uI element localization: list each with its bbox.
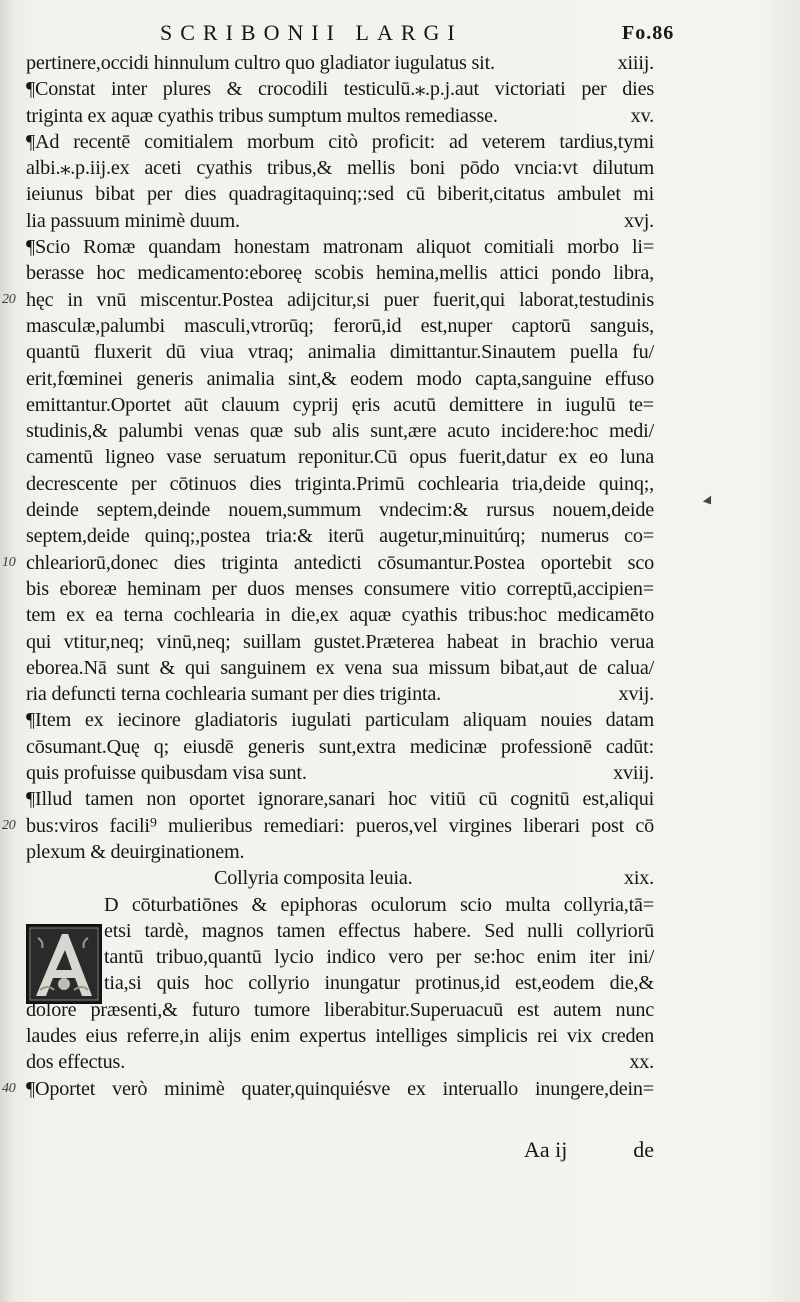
line-text: quis profuisse quibusdam visa sunt. (26, 762, 307, 785)
recipe-number: xix. (623, 867, 654, 890)
text-line (26, 208, 654, 234)
line-text: tantū tribuo,quantū lycio indico vero per se:hoc enim iter ini/ (104, 946, 654, 969)
line-text: masculæ,palumbi masculi,vtrorūq; ferorū,id est,nuper captorū sanguis, (26, 314, 654, 337)
line-text: plexum & deuirginationem. (26, 840, 245, 863)
text-line (26, 392, 654, 418)
line-text: cōsumant.Quę q; eiusdē generis sunt,extra medicinæ professionē cadūt: (26, 735, 654, 758)
line-text: ¶Illud tamen non oportet ignorare,sanari hoc vitiū cū cognitū est,aliqui (26, 788, 654, 811)
text-line (26, 1023, 654, 1049)
line-text: bis eboreæ heminam per duos menses consumere vitio correptū,accipien= (26, 577, 654, 600)
text-line (26, 155, 654, 181)
signature-mark: Aa ij (524, 1137, 568, 1162)
margin-mark-icon (703, 496, 715, 507)
line-text: laudes eius referre,in alijs enim expertus intelliges simplicis rei vix creden (26, 1024, 654, 1047)
line-text: Collyria composita leuia. (214, 867, 413, 890)
recipe-number: xvj. (623, 209, 654, 232)
text-line (2, 1076, 654, 1102)
recipe-number: xviij. (613, 762, 654, 785)
text-line (26, 523, 654, 549)
recipe-number: xiiij. (617, 52, 654, 74)
line-text: camentū ligneo vase seruatum reponitur.Cū opus fuerit,datur ex eo luna (26, 446, 654, 469)
line-text: emittantur.Oportet aūt clauum cyprij ęris acutū demittere in iugulū te= (26, 393, 654, 416)
text-line (26, 444, 654, 470)
margin-line-number: 10 (2, 554, 16, 570)
text-line (26, 181, 654, 207)
line-text: ¶Scio Romæ quandam honestam matronam aliquot comitiali morbo li= (26, 236, 654, 259)
text-line (26, 602, 654, 628)
section-heading (26, 865, 654, 891)
line-text: ¶Constat inter plures & crocodili testiculū.⁎.p.j.aut victoriati per dies (26, 78, 654, 101)
text-line (26, 786, 654, 812)
line-text: ria defuncti terna cochlearia sumant per dies triginta. (26, 683, 441, 706)
text-line (2, 550, 654, 576)
text-line (26, 892, 654, 918)
line-text: erit,fœminei generis animalia sint,& eodem modo capta,sanguine effuso (26, 367, 654, 390)
text-line (26, 366, 654, 392)
text-line (26, 497, 654, 523)
line-text: hęc in vnū miscentur.Postea adijcitur,si puer fuerit,qui laborat,testudinis (26, 288, 654, 311)
line-text: ieiunus bibat per dies quadragitaquinq;:sed cū biberit,citatus ambulet mi (26, 183, 654, 206)
running-head: SCRIBONII LARGI (160, 20, 463, 45)
text-line (26, 418, 654, 444)
line-text: pertinere,occidi hinnulum cultro quo gladiator iugulatus sit. (26, 52, 495, 74)
line-text: bus:viros facili⁹ mulieribus remediari: pueros,vel virgines liberari post cō (26, 814, 654, 837)
line-text: septem,deide quinq;,postea tria:& iterū augetur,minuitúrq; numerus co= (26, 525, 654, 548)
line-text: tia,si quis hoc collyrio inungatur protinus,id est,eodem die,& (104, 972, 654, 995)
catchword: de (633, 1137, 654, 1162)
text-line (26, 234, 654, 260)
line-text: eborea.Nā sunt & qui sanguinem ex vena sua missum bibat,aut de calua/ (26, 656, 654, 679)
text-line (2, 813, 654, 839)
line-text: etsi tardè, magnos tamen effectus habere. Sed nulli collyriorū (104, 919, 654, 942)
line-text: chleariorū,donec dies triginta antedicti cōsumantur.Postea oportebit sco (26, 551, 654, 574)
catchword-line (524, 1137, 654, 1163)
line-text: ¶Item ex iecinore gladiatoris iugulati particulam aliquam nouies datam (26, 709, 654, 732)
text-line (26, 76, 654, 102)
text-line (26, 760, 654, 786)
text-line (26, 260, 654, 286)
text-line (26, 655, 654, 681)
line-text: ¶Ad recentē comitialem morbum citò proficit: ad veterem tardius,tymi (26, 130, 654, 153)
line-text: albi.⁎.p.iij.ex aceti cyathis tribus,& mellis boni pōdo vncia:vt dilutum (26, 157, 654, 180)
text-line (26, 944, 654, 970)
margin-line-number: 20 (2, 817, 16, 833)
margin-line-number: 20 (2, 291, 16, 307)
line-text: dos effectus. (26, 1051, 126, 1074)
line-text: ¶Oportet verò minimè quater,quinquiésve ex interuallo inungere,dein= (26, 1077, 654, 1100)
line-text: quantū fluxerit dū viua vtraq; animalia dimittantur.Sinautem puella fu/ (26, 341, 654, 364)
text-line (26, 970, 654, 996)
recipe-number: xv. (630, 104, 654, 127)
text-line (26, 103, 654, 129)
line-text: berasse hoc medicamento:eboreę scobis hemina,mellis attici pondo libra, (26, 262, 654, 285)
line-text: triginta ex aquæ cyathis tribus sumptum multos remediasse. (26, 104, 498, 127)
text-line (26, 839, 654, 865)
line-text: dolore præsenti,& futuro tumore liberabitur.Superuacuū est autem nunc (26, 998, 654, 1021)
line-text: D cōturbatiōnes & epiphoras oculorum scio multa collyria,tā= (104, 893, 654, 916)
text-line (26, 918, 654, 944)
text-line (26, 707, 654, 733)
text-line (26, 339, 654, 365)
recipe-number: xvij. (618, 683, 654, 706)
line-text: decrescente per cōtinuos dies triginta.Primū cochlearia tria,deide quinq;, (26, 472, 654, 495)
text-line (2, 287, 654, 313)
line-text: deinde septem,deinde nouem,summum vndecim:& rursus nouem,deide (26, 499, 654, 522)
text-line (26, 471, 654, 497)
line-text: studinis,& palumbi venas quæ sub alis sunt,ære acuto incidere:hoc medi/ (26, 420, 654, 443)
text-line (26, 50, 654, 76)
recipe-number: xx. (629, 1051, 654, 1074)
text-line (26, 681, 654, 707)
line-text: qui vtitur,neq; vinū,neq; suillam gustet.Præterea habeat in brachio verua (26, 630, 654, 653)
text-line (26, 997, 654, 1023)
text-line (26, 129, 654, 155)
line-text: lia passuum minimè duum. (26, 209, 240, 232)
line-text: tem ex ea terna cochlearia in die,ex aquæ cyathis tribus:hoc medicamēto (26, 604, 654, 627)
folio-number: Fo.86 (622, 22, 675, 44)
text-line (26, 734, 654, 760)
text-line (26, 1049, 654, 1075)
text-body (2, 50, 654, 1102)
text-line (26, 313, 654, 339)
text-line (26, 629, 654, 655)
margin-line-number: 40 (2, 1080, 16, 1096)
text-line (26, 576, 654, 602)
